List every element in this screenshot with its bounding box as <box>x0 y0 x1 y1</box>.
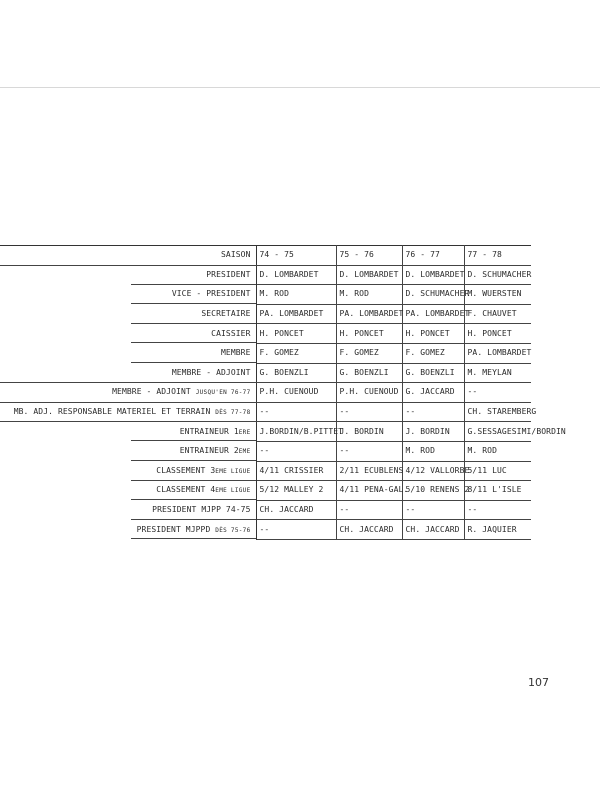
table-row <box>0 343 531 363</box>
table-cell: R. JAQUIER <box>464 520 531 540</box>
row-label-text: MEMBRE - ADJOINT <box>171 367 251 377</box>
row-label <box>0 481 256 501</box>
page-number: 107 <box>528 676 549 689</box>
row-label <box>0 265 256 285</box>
row-label <box>0 343 256 363</box>
row-label-suffix: DÈS 77-78 <box>215 409 251 417</box>
row-label <box>0 285 256 305</box>
table-cell: -- <box>464 500 531 520</box>
table-cell: PA. LOMBARDET <box>464 343 531 363</box>
table-cell: D. LOMBARDET <box>256 265 336 285</box>
row-label <box>0 324 256 344</box>
table-row <box>0 324 531 344</box>
table-row <box>0 402 531 422</box>
row-label <box>0 402 256 422</box>
table-cell: 4/12 VALLORBE <box>402 461 464 481</box>
table-row <box>0 481 531 501</box>
table-cell: M. WUERSTEN <box>464 285 531 305</box>
table-cell: D. SCHUMACHER <box>464 265 531 285</box>
table-cell: -- <box>336 441 402 461</box>
table-cell: CH. STAREMBERG <box>464 402 531 422</box>
table-row <box>0 500 531 520</box>
table-cell: D. LOMBARDET <box>336 265 402 285</box>
row-label-text: ENTRAINEUR 2 <box>179 446 239 456</box>
table-cell: G.SESSAGESIMI/BORDIN <box>464 422 531 442</box>
committee-table <box>0 245 566 540</box>
table-cell: J.BORDIN/B.PITTET <box>256 422 336 442</box>
row-label-suffix: JUSQU'EN 76-77 <box>195 389 251 397</box>
table-body <box>0 265 566 539</box>
table-cell: M. MEYLAN <box>464 363 531 383</box>
table-row <box>0 285 531 305</box>
row-label-suffix: DÈS 75-76 <box>215 526 251 534</box>
table-cell: J. BORDIN <box>336 422 402 442</box>
row-label <box>0 500 256 520</box>
top-rule <box>0 87 600 88</box>
table-cell: 8/11 L'ISLE <box>464 481 531 501</box>
row-label-text: CLASSEMENT 3 <box>156 465 216 475</box>
table-cell: -- <box>256 441 336 461</box>
row-label-text: ENTRAINEUR 1 <box>179 426 239 436</box>
header-label: SAISON <box>0 246 256 266</box>
table-cell: G. BOENZLI <box>256 363 336 383</box>
table-cell: P.H. CUENOUD <box>336 383 402 403</box>
table-cell: 4/11 CRISSIER <box>256 461 336 481</box>
table-cell: M. ROD <box>336 285 402 305</box>
table-cell: 4/11 PENA-GAL. <box>336 481 402 501</box>
table-cell: -- <box>336 402 402 422</box>
row-label-text: VICE - PRESIDENT <box>171 289 251 299</box>
row-label-text: SECRETAIRE <box>201 309 251 319</box>
row-label-text: PRESIDENT <box>206 270 251 280</box>
table-cell: PA. LOMBARDET <box>336 304 402 324</box>
row-label <box>0 441 256 461</box>
row-label <box>0 422 256 442</box>
table-cell: D. SCHUMACHER <box>402 285 464 305</box>
table-cell: -- <box>464 383 531 403</box>
row-label-text: PRESIDENT MJPPD <box>136 524 216 534</box>
header-year: 76 - 77 <box>402 246 464 266</box>
header-year: 77 - 78 <box>464 246 531 266</box>
table-cell: 5/10 RENENS 2 <box>402 481 464 501</box>
table-cell: -- <box>402 402 464 422</box>
table-header-row <box>0 246 531 266</box>
table-cell: H. PONCET <box>464 324 531 344</box>
row-label <box>0 304 256 324</box>
table-cell: F. CHAUVET <box>464 304 531 324</box>
row-label <box>0 383 256 403</box>
table-row <box>0 422 531 442</box>
table-cell: M. ROD <box>402 441 464 461</box>
table-cell: 5/12 MALLEY 2 <box>256 481 336 501</box>
table-row <box>0 461 531 481</box>
row-label-text: MEMBRE - ADJOINT <box>112 387 196 397</box>
table-cell: M. ROD <box>256 285 336 305</box>
row-label-text: CLASSEMENT 4 <box>156 485 216 495</box>
table-cell: PA. LOMBARDET <box>402 304 464 324</box>
table-row <box>0 520 531 540</box>
row-label-text: MEMBRE <box>221 348 251 358</box>
table-cell: M. ROD <box>464 441 531 461</box>
table-cell: CH. JACCARD <box>336 520 402 540</box>
row-label-text: PRESIDENT MJPP 74-75 <box>152 505 251 515</box>
table-cell: H. PONCET <box>256 324 336 344</box>
table-cell: F. GOMEZ <box>402 343 464 363</box>
table-cell: F. GOMEZ <box>256 343 336 363</box>
table-row <box>0 265 531 285</box>
row-label-suffix: EME LIGUE <box>215 467 251 475</box>
table-cell: -- <box>256 402 336 422</box>
row-label <box>0 363 256 383</box>
table-row <box>0 441 531 461</box>
table-cell: 2/11 ECUBLENS <box>336 461 402 481</box>
table-cell: PA. LOMBARDET <box>256 304 336 324</box>
table-cell: J. BORDIN <box>402 422 464 442</box>
table-cell: F. GOMEZ <box>336 343 402 363</box>
table-cell: -- <box>336 500 402 520</box>
table-row <box>0 304 531 324</box>
row-label-text: CAISSIER <box>211 328 251 338</box>
table-cell: 5/11 LUC <box>464 461 531 481</box>
row-label <box>0 461 256 481</box>
row-label-suffix: EME LIGUE <box>215 487 251 495</box>
row-label-text: MB. ADJ. RESPONSABLE MATERIEL ET TERRAIN <box>13 407 216 417</box>
table-cell: CH. JACCARD <box>402 520 464 540</box>
table-cell: D. LOMBARDET <box>402 265 464 285</box>
table-cell: CH. JACCARD <box>256 500 336 520</box>
table-cell: H. PONCET <box>336 324 402 344</box>
row-label-suffix: ERE <box>238 428 251 436</box>
table-cell: H. PONCET <box>402 324 464 344</box>
row-label <box>0 520 256 540</box>
table-row <box>0 363 531 383</box>
table-row <box>0 383 531 403</box>
table-cell: -- <box>402 500 464 520</box>
table-cell: G. JACCARD <box>402 383 464 403</box>
header-year: 75 - 76 <box>336 246 402 266</box>
table-cell: P.H. CUENOUD <box>256 383 336 403</box>
header-year: 74 - 75 <box>256 246 336 266</box>
row-label-suffix: EME <box>238 448 251 456</box>
table-cell: -- <box>256 520 336 540</box>
table-cell: G. BOENZLI <box>336 363 402 383</box>
table-cell: G. BOENZLI <box>402 363 464 383</box>
